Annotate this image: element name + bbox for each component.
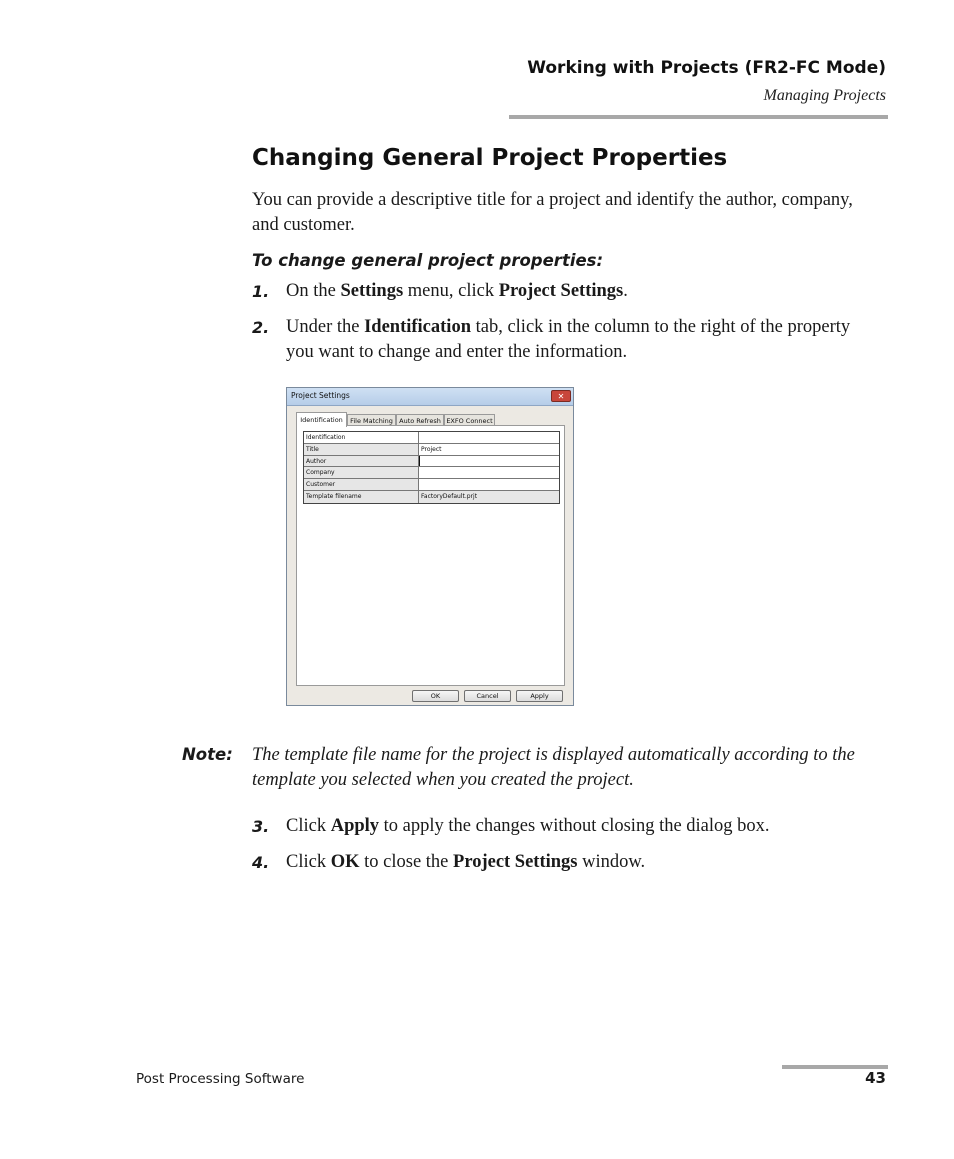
grid-row-title (304, 444, 559, 456)
grid-row-template-filename (304, 491, 559, 503)
step-text-part: window. (577, 852, 646, 872)
step-text (286, 315, 876, 365)
step-text-part: Click (286, 852, 331, 872)
template-filename-value: FactoryDefault.prjt (419, 491, 559, 503)
dialog-titlebar (287, 388, 573, 406)
step-text-part: to close the (359, 852, 454, 872)
property-name: Company (304, 467, 419, 478)
property-grid (303, 431, 560, 504)
step-window-name: Project Settings (453, 852, 578, 872)
property-name: Author (304, 456, 419, 467)
apply-button[interactable]: Apply (516, 690, 563, 702)
step-text (286, 279, 876, 304)
step-text-part: Under the (286, 317, 365, 337)
header-rule (509, 115, 888, 119)
step-number: 3. (252, 817, 270, 836)
grid-row-company (304, 467, 559, 479)
cancel-button[interactable]: Cancel (464, 690, 511, 702)
note-text: The template file name for the project is displayed automatically according to the template you selected when you created the project. (252, 745, 855, 790)
step-command-name: Project Settings (498, 281, 624, 301)
footer-product-name: Post Processing Software (136, 1071, 305, 1087)
note-label: Note: (182, 745, 233, 764)
step-number: 4. (252, 853, 270, 872)
tab-file-matching[interactable]: File Matching (347, 414, 396, 426)
step-text-part: menu, click (403, 281, 499, 301)
author-value-field[interactable] (419, 456, 559, 467)
property-name: Customer (304, 479, 419, 490)
project-settings-dialog (286, 387, 574, 706)
step-text-part: tab, click in the column to the right of the property you want to change and enter the information. (286, 317, 851, 362)
step-text-part: Click (286, 816, 331, 836)
page-number: 43 (865, 1069, 886, 1087)
dialog-title: Project Settings (291, 391, 350, 400)
step-text-part: On the (286, 281, 341, 301)
running-header-chapter: Working with Projects (FR2-FC Mode) (527, 58, 886, 78)
step-number: 2. (252, 318, 270, 337)
grid-row-customer (304, 479, 559, 491)
step-menu-name: Settings (340, 281, 404, 301)
step-text-part: to apply the changes without closing the dialog box. (379, 816, 770, 836)
title-value-field[interactable]: Project (419, 444, 559, 455)
section-title: Changing General Project Properties (252, 145, 728, 171)
property-name: Title (304, 444, 419, 455)
running-header-section: Managing Projects (763, 87, 886, 104)
step-text (286, 850, 876, 875)
step-number: 1. (252, 282, 270, 301)
customer-value-field[interactable] (419, 479, 559, 490)
property-name: Template filename (304, 491, 419, 503)
step-button-name: Apply (330, 816, 380, 836)
property-name: Identification (304, 432, 419, 443)
step-text-part: . (623, 281, 628, 301)
ok-button[interactable]: OK (412, 690, 459, 702)
company-value-field[interactable] (419, 467, 559, 478)
tab-identification[interactable]: Identification (296, 412, 347, 427)
step-button-name: OK (330, 852, 360, 872)
step-tab-name: Identification (364, 317, 471, 337)
grid-row-author (304, 456, 559, 468)
intro-paragraph: You can provide a descriptive title for a project and identify the author, company, and customer. (252, 190, 853, 235)
property-value (419, 432, 559, 443)
tab-exfo-connect[interactable]: EXFO Connect (444, 414, 495, 426)
tab-auto-refresh[interactable]: Auto Refresh (396, 414, 444, 426)
step-text (286, 814, 876, 839)
grid-row-identification (304, 432, 559, 444)
procedure-title: To change general project properties: (252, 251, 604, 270)
close-icon[interactable]: ✕ (551, 390, 571, 402)
identification-panel (296, 425, 565, 686)
